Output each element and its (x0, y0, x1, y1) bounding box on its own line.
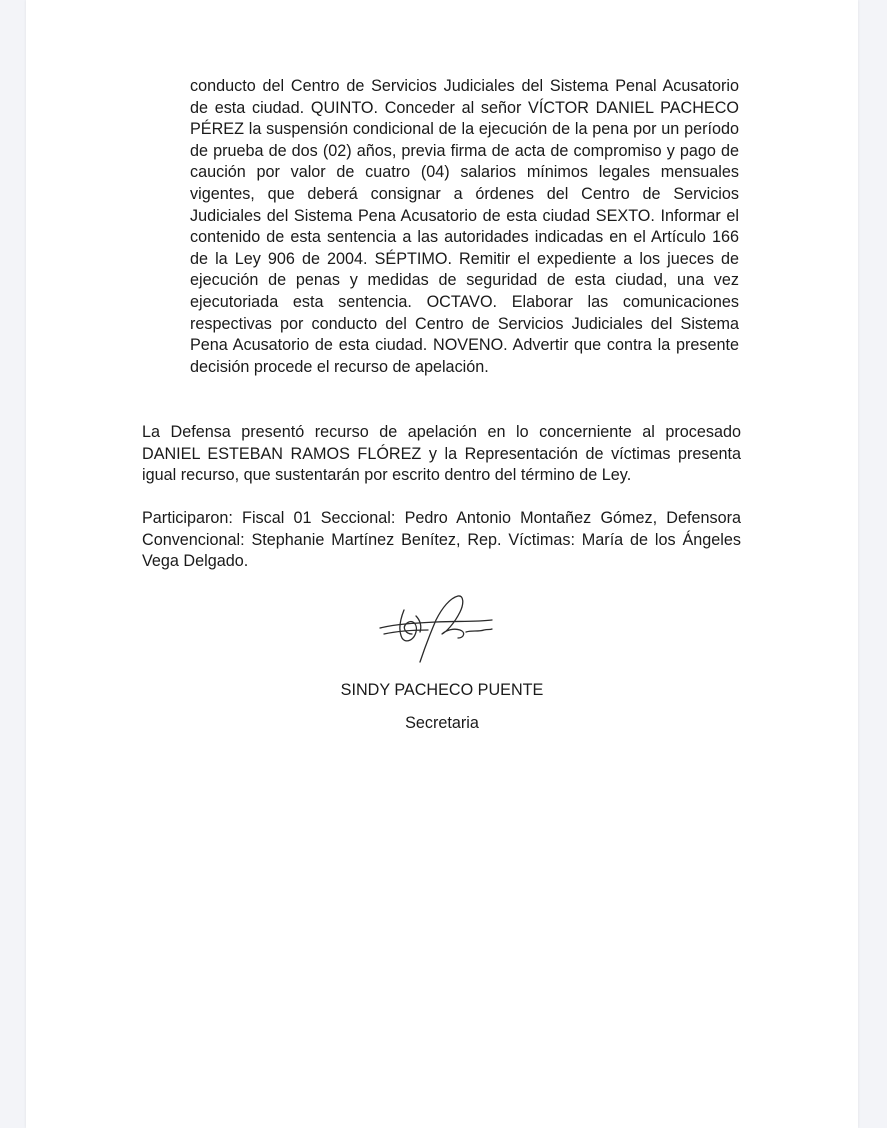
document-page (26, 0, 858, 1128)
handwritten-signature (376, 590, 496, 670)
signer-name: SINDY PACHECO PUENTE (340, 681, 544, 699)
participants-paragraph: Participaron: Fiscal 01 Seccional: Pedro Antonio Montañez Gómez, Defensora Convencional: Stephanie Martínez Benítez, Rep. Víctimas: María de los Ángeles Vega Delgado. (142, 509, 741, 571)
resolution-quote: conducto del Centro de Servicios Judiciales del Sistema Penal Acusatorio de esta ciudad. QUINTO. Conceder al señor VÍCTOR DANIEL PACHECO PÉREZ la suspensión condicional de la ejecución de la pena por un período de prueba de dos (02) años, previa firma de acta de compromiso y pago de caución por valor de cuatro (04) salarios mínimos legales mensuales vigentes, que deberá consignar a órdenes del Centro de Servicios Judiciales del Sistema Pena Acusatorio de esta ciudad SEXTO. Informar el contenido de esta sentencia a las autoridades indicadas en el Artículo 166 de la Ley 906 de 2004. SÉPTIMO. Remitir el expediente a los jueces de ejecución de penas y medidas de seguridad de esta ciudad, una vez ejecutoriada esta sentencia. OCTAVO. Elaborar las comunicaciones respectivas por conducto del Centro de Servicios Judiciales del Sistema Pena Acusatorio de esta ciudad. NOVENO. Advertir que contra la presente decisión procede el recurso de apelación. (190, 77, 739, 376)
signer-role: Secretaria (405, 714, 479, 732)
appeal-paragraph: La Defensa presentó recurso de apelación en lo concerniente al procesado DANIEL ESTEBAN RAMOS FLÓREZ y la Representación de víctimas presenta igual recurso, que sustentarán por escrito dentro del término de Ley. (142, 423, 741, 485)
